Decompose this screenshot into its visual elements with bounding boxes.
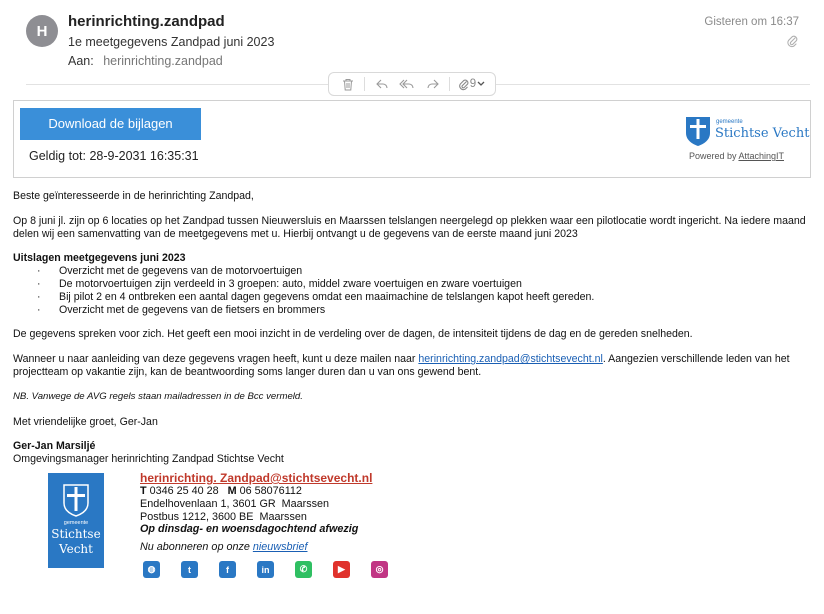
linkedin-icon[interactable]: in [257, 561, 274, 578]
reply-all-icon [399, 78, 415, 90]
powered-by [689, 151, 784, 161]
toolbar-separator [449, 77, 450, 91]
summary-paragraph: De gegevens spreken voor zich. Het geeft een mooi inzicht in de verdeling over de dagen, de intensiteit tijdens de dag en de gereden snelheden. [13, 328, 693, 341]
email-body [13, 190, 813, 466]
sender-role: Omgevingsmanager herinrichting Zandpad Stichtse Vecht [13, 453, 284, 466]
phone-m: 06 58076112 [236, 485, 302, 497]
attachments-menu[interactable] [458, 78, 485, 91]
list-item: · Overzicht met de gegevens van de motorvoertuigen [13, 265, 813, 278]
closing: Met vriendelijke groet, Ger-Jan [13, 415, 158, 428]
signature-absent: Op dinsdag- en woensdagochtend afwezig [140, 523, 359, 536]
forward-button[interactable] [424, 75, 442, 93]
reply-all-button[interactable] [398, 75, 416, 93]
logo-name-text: Stichtse Vecht [715, 126, 810, 141]
recipient-row [68, 54, 223, 68]
results-list [13, 265, 813, 316]
signature-email-link[interactable]: herinrichting. Zandpad@stichtsevecht.nl [140, 471, 373, 485]
sig-logo-line1: Stichtse [51, 527, 101, 541]
trash-icon [342, 78, 354, 91]
attachment-count: 9 [469, 78, 477, 90]
results-heading: Uitslagen meetgegevens juni 2023 [13, 252, 186, 265]
delete-button[interactable] [339, 75, 357, 93]
instagram-icon[interactable]: ◎ [371, 561, 388, 578]
phone-t: 0346 25 40 28 [146, 485, 228, 497]
sender-avatar: H [26, 15, 58, 47]
contact-email-link[interactable]: herinrichting.zandpad@stichtsevecht.nl [418, 353, 603, 366]
email-subject: 1e meetgegevens Zandpad juni 2023 [68, 35, 275, 49]
sig-logo-gemeente: gemeente [63, 520, 89, 526]
signature-subscribe [140, 541, 372, 554]
recipient-address[interactable]: herinrichting.zandpad [103, 54, 223, 68]
sender-fullname: Ger-Jan Marsiljé [13, 440, 96, 453]
greeting: Beste geïnteresseerde in de herinrichting Zandpad, [13, 190, 254, 202]
signature-phones [140, 485, 372, 498]
signature-postbus: Postbus 1212, 3600 BE Maarssen [140, 510, 307, 523]
stichtse-vecht-logo [684, 115, 810, 147]
chevron-down-icon [477, 81, 485, 87]
subscribe-prefix: Nu abonneren op onze [140, 541, 253, 554]
avg-note: NB. Vanwege de AVG regels staan mailadressen in de Bcc vermeld. [13, 390, 303, 402]
list-item: · De motorvoertuigen zijn verdeeld in 3 groepen: auto, middel zware voertuigen en zware voertuigen [13, 278, 813, 291]
list-item: · Overzicht met de gegevens van de fietsers en brommers [13, 304, 813, 317]
paperclip-icon [786, 34, 798, 48]
toolbar-separator [364, 77, 365, 91]
website-icon[interactable]: ◍ [143, 561, 160, 578]
attachingit-link[interactable]: AttachingIT [738, 151, 784, 161]
social-icons [143, 561, 388, 578]
phone-m-label: M [227, 485, 237, 497]
sender-name[interactable]: herinrichting.zandpad [68, 13, 225, 30]
reply-icon [375, 78, 389, 90]
forward-icon [426, 78, 440, 90]
logo-gemeente-text: gemeente [716, 119, 743, 125]
reply-button[interactable] [373, 75, 391, 93]
facebook-icon[interactable]: f [219, 561, 236, 578]
signature-address: Endelhovenlaan 1, 3601 GR Maarssen [140, 497, 330, 510]
powered-prefix: Powered by [688, 151, 739, 161]
youtube-icon[interactable]: ▶ [333, 561, 350, 578]
email-date: Gisteren om 16:37 [704, 16, 799, 28]
signature-block [140, 471, 372, 554]
sig-logo-line2: Vecht [59, 542, 93, 556]
intro-paragraph: Op 8 juni jl. zijn op 6 locaties op het Zandpad tussen Nieuwersluis en Maarssen telslangen neergelegd op plekken waar een pilotlocatie wordt ingericht. Na iedere maand delen wij een samenvatting van de meetgegevens met u. Hierbij ontvangt u de gegevens van de eerste maand juni 2023 [13, 214, 806, 240]
to-label: Aan: [68, 54, 94, 68]
contact-text-before: Wanneer u naar aanleiding van deze gegevens vragen heeft, kunt u deze mailen naar [13, 353, 419, 366]
list-item: · Bij pilot 2 en 4 ontbreken een aantal dagen gegevens omdat een maaimachine de telslangen kapot heeft gereden. [13, 291, 813, 304]
twitter-icon[interactable]: t [181, 561, 198, 578]
whatsapp-icon[interactable]: ✆ [295, 561, 312, 578]
signature-logo [48, 473, 104, 568]
contact-text-after: . Aangezien verschillende leden van het projectteam op vakantie zijn, kan de beantwoording soms langer duren dan u van ons gewend bent. [13, 353, 790, 378]
paperclip-icon [458, 78, 469, 91]
contact-paragraph [13, 353, 813, 379]
attachment-panel [13, 100, 811, 178]
download-attachments-button[interactable]: Download de bijlagen [20, 108, 201, 140]
valid-until-text: Geldig tot: 28-9-2031 16:35:31 [29, 149, 199, 163]
phone-t-label: T [140, 485, 147, 497]
message-toolbar [328, 72, 496, 96]
newsletter-link[interactable]: nieuwsbrief [252, 541, 308, 554]
